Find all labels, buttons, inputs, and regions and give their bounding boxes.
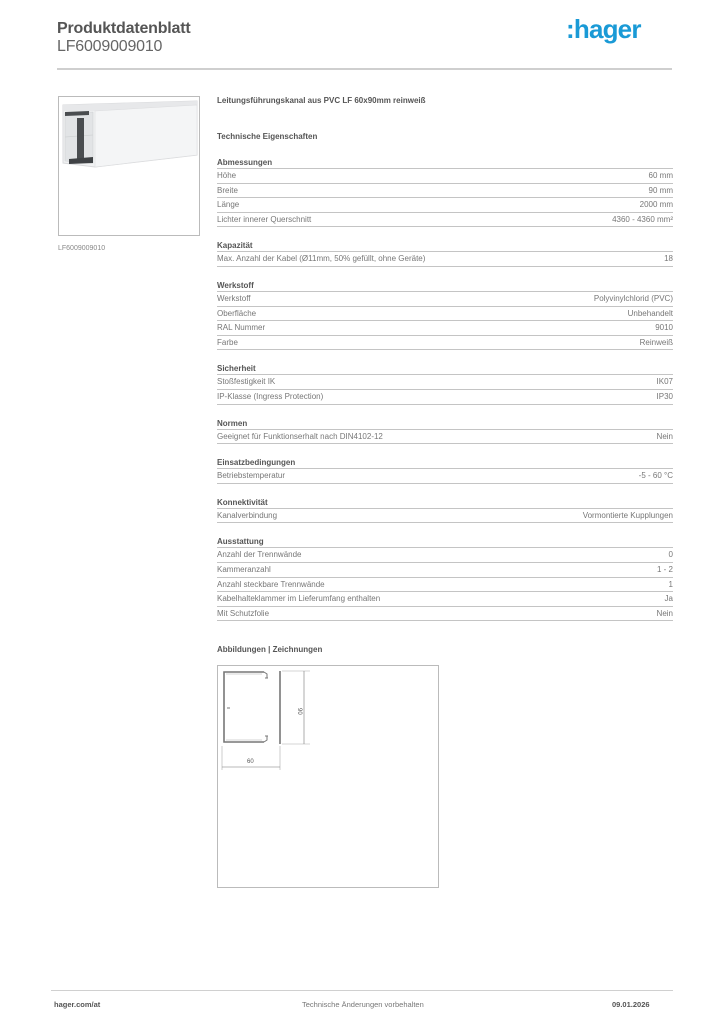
property-label: Kanalverbindung [217, 510, 278, 520]
technical-properties-heading: Technische Eigenschaften [217, 132, 318, 141]
property-label: Anzahl der Trennwände [217, 550, 302, 560]
property-value: 4360 - 4360 mm² [612, 214, 673, 224]
property-group-title: Kapazität [217, 241, 673, 252]
property-label: Lichter innerer Querschnitt [217, 214, 312, 224]
property-label: Höhe [217, 171, 237, 180]
cross-section-drawing-icon [218, 666, 440, 889]
footer-notice: Technische Änderungen vorbehalten [302, 1000, 424, 1009]
property-row [217, 307, 673, 322]
property-group [217, 241, 673, 267]
property-value: 9010 [655, 323, 673, 333]
property-label: Farbe [217, 337, 238, 347]
property-row [217, 509, 673, 524]
property-label: Werkstoff [217, 293, 251, 303]
product-image-caption: LF6009009010 [58, 245, 106, 252]
property-group-title: Abmessungen [217, 158, 673, 169]
property-value: Polyvinylchlorid (PVC) [593, 293, 673, 303]
property-value: Vormontierte Kupplungen [582, 510, 673, 520]
svg-text:90: 90 [296, 708, 302, 715]
property-label: Breite [217, 185, 238, 195]
property-label: IP-Klasse (Ingress Protection) [217, 391, 324, 401]
property-value: 18 [664, 254, 673, 264]
property-group-title: Konnektivität [217, 498, 673, 509]
property-label: Geeignet für Funktionserhalt nach DIN4102-12 [217, 431, 383, 441]
property-row [217, 184, 673, 199]
footer-divider [51, 990, 673, 991]
property-value: 60 mm [648, 171, 673, 180]
property-row [217, 321, 673, 336]
property-value: 0 [668, 550, 673, 560]
footer-website-link[interactable]: hager.com/at [54, 1000, 101, 1009]
property-row [217, 430, 673, 445]
property-label: Max. Anzahl der Kabel (Ø11mm, 50% gefüllt, ohne Geräte) [217, 254, 426, 264]
page-title: Produktdatenblatt [57, 20, 191, 37]
property-group [217, 537, 673, 621]
property-row [217, 252, 673, 267]
property-group-title: Sicherheit [217, 364, 673, 375]
property-group [217, 364, 673, 404]
property-value: 1 - 2 [656, 564, 673, 574]
property-label: Länge [217, 200, 240, 210]
property-label: Kabelhalteklammer im Lieferumfang enthalten [217, 594, 381, 604]
cable-duct-product-icon [59, 97, 199, 235]
property-row [217, 592, 673, 607]
property-group-title: Normen [217, 419, 673, 430]
property-row [217, 169, 673, 184]
property-group [217, 419, 673, 445]
property-label: Kammeranzahl [217, 564, 271, 574]
property-row [217, 563, 673, 578]
property-groups [217, 158, 673, 621]
product-description: Leitungsführungskanal aus PVC LF 60x90mm reinweiß [217, 96, 426, 105]
property-row [217, 578, 673, 593]
property-value: -5 - 60 °C [638, 471, 673, 481]
hager-logo: :hager [566, 14, 641, 44]
property-row [217, 548, 673, 563]
datasheet-content [217, 96, 673, 888]
property-group-title: Einsatzbedingungen [217, 458, 673, 469]
property-value: Ja [664, 594, 673, 604]
property-row [217, 336, 673, 351]
article-number: LF6009009010 [57, 38, 163, 55]
svg-text:60: 60 [247, 759, 254, 766]
property-value: IK07 [656, 377, 673, 387]
property-value: 2000 mm [639, 200, 673, 210]
property-label: RAL Nummer [217, 323, 266, 333]
property-row [217, 213, 673, 228]
property-label: Anzahl steckbare Trennwände [217, 579, 325, 589]
property-value: Unbehandelt [627, 308, 673, 318]
property-row [217, 390, 673, 405]
property-group-title: Ausstattung [217, 537, 673, 548]
property-label: Stoßfestigkeit IK [217, 377, 276, 387]
header-divider [57, 68, 672, 70]
property-value: 1 [668, 579, 673, 589]
property-value: Reinweiß [639, 337, 673, 347]
property-group-title: Werkstoff [217, 281, 673, 292]
property-row [217, 198, 673, 213]
property-row [217, 607, 673, 622]
property-value: IP30 [656, 391, 673, 401]
property-row [217, 469, 673, 484]
property-row [217, 375, 673, 390]
footer-date: 09.01.2026 [612, 1000, 650, 1009]
property-group [217, 158, 673, 227]
product-image [58, 96, 200, 236]
property-group [217, 498, 673, 524]
property-label: Oberfläche [217, 308, 257, 318]
drawings-heading: Abbildungen | Zeichnungen [217, 645, 323, 655]
property-group [217, 281, 673, 350]
property-label: Betriebstemperatur [217, 471, 286, 481]
property-value: Nein [656, 431, 673, 441]
technical-drawing [217, 665, 439, 888]
property-value: 90 mm [648, 185, 673, 195]
property-value: Nein [656, 608, 673, 618]
property-row [217, 292, 673, 307]
property-label: Mit Schutzfolie [217, 608, 270, 618]
property-group [217, 458, 673, 484]
